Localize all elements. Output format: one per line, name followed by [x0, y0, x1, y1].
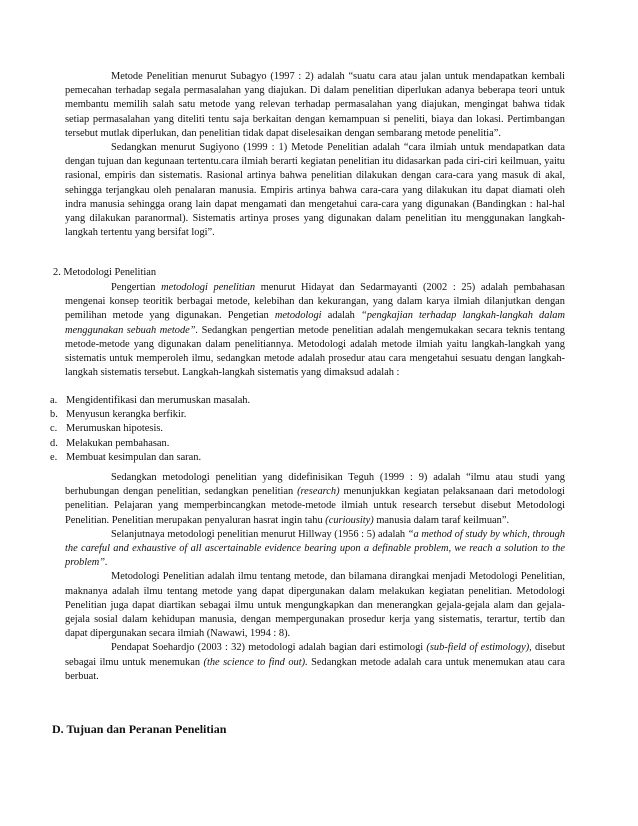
text-run: menunjukkan kegiatan pelaksanaan dari metodologi penelitian. Pelajaran yang memperbincangkan metode-metode ilmiah untuk research tersebut disebut Metodologi Penelitian. Penelitian merupakan penyaluran hasrat ingin tahu: [65, 486, 565, 526]
paragraph-subagyo-text: Metode Penelitian menurut Subagyo (1997 : 2) adalah “suatu cara atau jalan untuk mendapatkan kembali pemecahan terhadap segala permasalahan yang diajukan. Di dalam penelitian diperlukan adanya beberapa teori untuk membantu memilih salah satu metode yang relevan terhadap permasalahan yang diajukan, mengingat bahwa tidak setiap permasalahan yang diteliti tentu saja berkaitan dengan kemampuan si peneliti, biaya dan lokasi. Pertimbangan tersebut mutlak diperlukan, dan penelitian tidak dapat diselesaikan dengan sembarang metode penelitia”.: [65, 71, 565, 139]
text-run: Sedangkan metode adalah cara untuk menemukan atau cara berbuat.: [65, 656, 565, 682]
text-run: Sedangkan metodologi penelitian yang didefinisikan Teguh (1999 : 9) adalah “ilmu atau studi yang berhubungan dengan penelitian, sedangkan penelitian: [65, 472, 565, 498]
list-label: c.: [50, 423, 58, 435]
italic-run: “pengkajian terhadap langkah-langkah dalam menggunakan sebuah metode”.: [65, 310, 565, 336]
italic-run: (the science to find out).: [203, 656, 308, 668]
text-run: Sedangkan pengertian metode penelitian adalah mengemukakan secara teknis tentang metode-metode yang digunakan dalam penelitiannya. Metodologi adalah metode ilmiah yaitu langkah-langkah yang sistematis untuk memperoleh ilmu, sedangkan metode adalah prosedur atau cara mengetahui sesuatu dengan langkah-langkah sistematis tersebut. Langkah-langkah sistematis yang dimaksud adalah :: [65, 324, 565, 379]
text-run: Pengertian: [111, 282, 162, 293]
section-2-title: 2. Metodologi Penelitian: [53, 267, 157, 278]
list-text: Mengidentifikasi dan merumuskan masalah.: [66, 395, 251, 406]
text-run: manusia dalam taraf keilmuan”.: [373, 514, 510, 526]
list-text: Melakukan pembahasan.: [66, 437, 170, 449]
italic-run: “a method of study by which, through the careful and exhaustive of all ascertainable evidence bearing upon a definable problem, we reach a solution to the problem”.: [65, 528, 565, 569]
text-run: adalah: [321, 310, 361, 322]
italic-run: metodologi: [274, 310, 322, 322]
text-run: disebut sebagai ilmu untuk menemukan: [65, 642, 565, 668]
list-item: [50, 408, 570, 422]
list-label: e.: [50, 451, 58, 463]
paragraph-metodologi-text: Metodologi Penelitian adalah ilmu tentang metode, dan bilamana dirangkai menjadi Metodologi Penelitian, maknanya adalah ilmu tentang metode yang dapat dipergunakan dalam melakukan kegiatan penelitian. Metodologi Penelitian juga dapat diartikan sebagai ilmu untuk mengungkapkan dan menerangkan gejala-gejala alam dan gejala-gejala sosial dalam kehidupan manusia, dengan mempergunakan prosedur kerja yang sistematis, terartur, tertib dan dapat dipergunakan secara ilmiah (Nawawi, 1994 : 8).: [65, 571, 565, 640]
italic-run: (curiousity): [325, 514, 374, 526]
paragraph-hidayat-text: [65, 281, 565, 380]
text-run: menurut Hidayat dan Sedarmayanti (2002 : 25) adalah pembahasan mengenai konsep teoritik berbagai metode, kelebihan dan kekurangan, yang dalam karya ilmiah dilanjutkan dengan pemilihan metode yang digunakan. Pengetian: [65, 282, 565, 322]
list-text: Membuat kesimpulan dan saran.: [66, 451, 202, 463]
list-item: [50, 437, 570, 451]
text-run: Selanjutnaya metodologi penelitian menurut Hillway (1956 : 5) adalah: [111, 528, 408, 540]
list-text: Merumuskan hipotesis.: [66, 423, 163, 435]
list-item: [50, 394, 570, 408]
list-item: [50, 451, 570, 465]
paragraph-subagyo: [65, 70, 565, 240]
italic-run: (research): [297, 486, 340, 498]
paragraph-sugiyono-text: Sedangkan menurut Sugiyono (1999 : 1) Metode Penelitian adalah “cara ilmiah untuk mendapatkan data dengan tujuan dan kegunaan tertentu.cara ilmiah berarti kegiatan penelitian itu didasarkan pada ciri-ciri keilmuan, yaitu rasional, empiris dan sistematis. Rasional artinya bahwa penelitian dilakukan dengan cara-cara yang masuk di akal, sehingga terjangkau oleh penalaran manusia. Empiris artinya bahwa cara-cara yang dilakukan itu dapat diamati oleh indra manusia sehingga orang lain dapat mengamati dan mengetahui cara-cara yang digunakan (Bandingkan : hal-hal yang dilakukan paranormal). Sistematis artinya proses yang digunakan dalam penelitian itu menggunakan langkah-langkah tertentu yang bersifat logi”.: [65, 142, 565, 239]
paragraph-hillway-text: [65, 528, 565, 571]
list-text: Menyusun kerangka berfikir.: [66, 409, 187, 421]
text-run: Pendapat Soehardjo (2003 : 32) metodologi adalah bagian dari estimologi: [111, 642, 427, 654]
paragraph-soehardjo-text: [65, 641, 565, 684]
italic-run: (sub-field of estimology),: [426, 642, 532, 654]
list-item: [50, 422, 570, 436]
section-d-heading: D. Tujuan dan Peranan Penelitian: [52, 722, 227, 736]
paragraph-hidayat: [65, 281, 565, 380]
paragraph-teguh-text: [65, 471, 565, 528]
list-label: b.: [50, 409, 58, 421]
list-label: a.: [50, 395, 58, 406]
list-label: d.: [50, 437, 58, 449]
italic-run: metodologi penelitian: [161, 282, 256, 293]
paragraph-teguh: [65, 471, 565, 684]
steps-list: [50, 394, 570, 465]
